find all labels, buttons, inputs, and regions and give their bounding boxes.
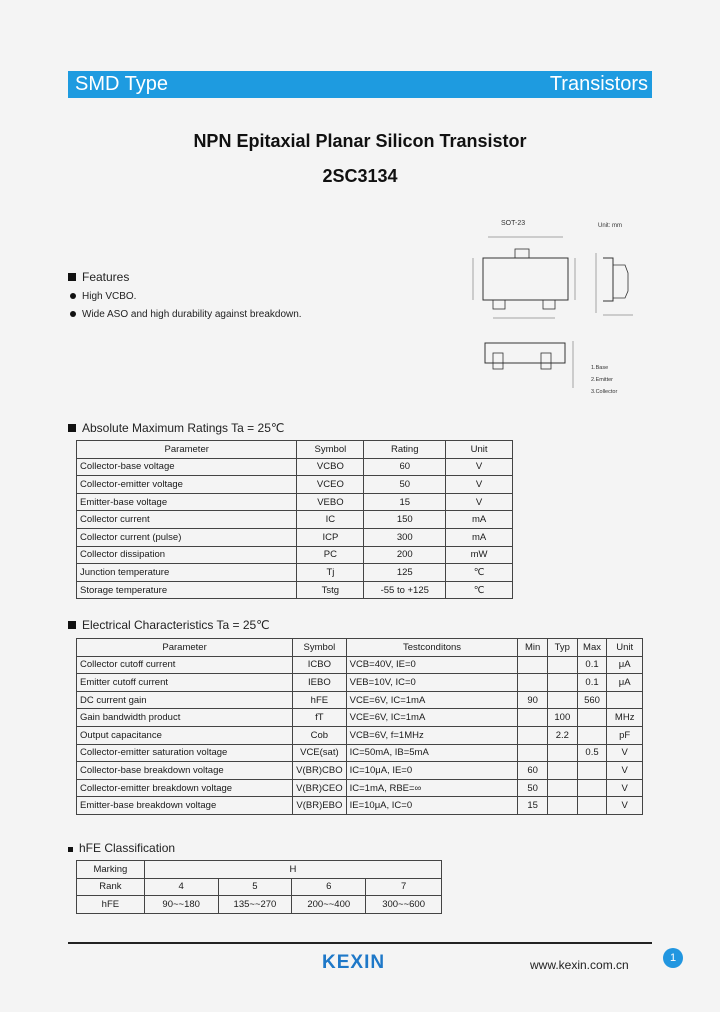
- table-cell: hFE: [293, 691, 346, 709]
- table-cell: mW: [446, 546, 513, 564]
- table-cell: [518, 674, 548, 692]
- table-cell: [577, 779, 607, 797]
- table-cell: 125: [364, 564, 446, 582]
- table-cell: 0.5: [577, 744, 607, 762]
- col-header: Symbol: [297, 441, 364, 459]
- table-row: [77, 779, 643, 797]
- table-cell: [518, 656, 548, 674]
- table-cell: [518, 726, 548, 744]
- table-cell: V: [446, 458, 513, 476]
- table-cell: [577, 762, 607, 780]
- electrical-heading: Electrical Characteristics Ta = 25℃: [68, 618, 270, 632]
- table-cell: 50: [518, 779, 548, 797]
- table-cell: IC=1mA, RBE=∞: [346, 779, 518, 797]
- table-cell: VCE=6V, IC=1mA: [346, 709, 518, 727]
- col-header: Parameter: [77, 639, 293, 657]
- table-cell: IE=10μA, IC=0: [346, 797, 518, 815]
- table-cell: V(BR)CBO: [293, 762, 346, 780]
- table-cell: ICP: [297, 528, 364, 546]
- feature-item: Wide ASO and high durability against breakdown.: [70, 309, 302, 320]
- table-cell: Collector-base voltage: [77, 458, 297, 476]
- table-cell: Emitter cutoff current: [77, 674, 293, 692]
- table-cell: Tstg: [297, 581, 364, 599]
- square-bullet-icon: [68, 273, 76, 281]
- marking-label: Marking: [77, 861, 145, 879]
- table-cell: 60: [364, 458, 446, 476]
- table-cell: IC=10μA, IE=0: [346, 762, 518, 780]
- table-cell: [547, 674, 577, 692]
- table-cell: [547, 656, 577, 674]
- table-cell: [607, 691, 643, 709]
- table-cell: Emitter-base breakdown voltage: [77, 797, 293, 815]
- table-cell: mA: [446, 528, 513, 546]
- table-cell: [518, 709, 548, 727]
- pin-label-1: 1.Base: [591, 365, 609, 371]
- hfe-range-cell: 135~~270: [218, 896, 292, 914]
- hfe-range-cell: 300~~600: [366, 896, 442, 914]
- table-cell: 0.1: [577, 674, 607, 692]
- table-cell: Collector-emitter breakdown voltage: [77, 779, 293, 797]
- table-cell: 50: [364, 476, 446, 494]
- header-category: SMD Type: [75, 73, 168, 95]
- table-cell: VCE(sat): [293, 744, 346, 762]
- table-cell: Collector-emitter saturation voltage: [77, 744, 293, 762]
- table-cell: [547, 762, 577, 780]
- table-cell: 2.2: [547, 726, 577, 744]
- table-cell: [547, 779, 577, 797]
- rank-cell: 6: [292, 878, 366, 896]
- table-cell: mA: [446, 511, 513, 529]
- table-cell: Storage temperature: [77, 581, 297, 599]
- table-cell: V(BR)CEO: [293, 779, 346, 797]
- table-cell: 15: [364, 493, 446, 511]
- kexin-logo: KEXIN: [322, 952, 386, 973]
- table-cell: 300: [364, 528, 446, 546]
- table-cell: [547, 744, 577, 762]
- table-cell: PC: [297, 546, 364, 564]
- table-cell: Collector cutoff current: [77, 656, 293, 674]
- table-cell: IEBO: [293, 674, 346, 692]
- table-cell: 90: [518, 691, 548, 709]
- table-row: [77, 797, 643, 815]
- table-cell: 60: [518, 762, 548, 780]
- col-header: Parameter: [77, 441, 297, 459]
- square-bullet-icon: [68, 847, 73, 852]
- table-cell: 200: [364, 546, 446, 564]
- rank-cell: 5: [218, 878, 292, 896]
- table-cell: V: [446, 476, 513, 494]
- table-cell: VEB=10V, IC=0: [346, 674, 518, 692]
- hfe-range-cell: 200~~400: [292, 896, 366, 914]
- table-cell: Emitter-base voltage: [77, 493, 297, 511]
- table-cell: V: [607, 762, 643, 780]
- table-row: [77, 458, 513, 476]
- footer-divider: [68, 942, 652, 944]
- table-cell: V: [607, 779, 643, 797]
- table-cell: μA: [607, 656, 643, 674]
- col-header: Unit: [607, 639, 643, 657]
- table-cell: V: [446, 493, 513, 511]
- table-cell: Collector-emitter voltage: [77, 476, 297, 494]
- table-cell: 100: [547, 709, 577, 727]
- table-row: [77, 762, 643, 780]
- table-cell: [577, 797, 607, 815]
- table-cell: IC=50mA, IB=5mA: [346, 744, 518, 762]
- rank-label: Rank: [77, 878, 145, 896]
- hfe-range-cell: 90~~180: [144, 896, 218, 914]
- table-cell: Cob: [293, 726, 346, 744]
- table-cell: 0.1: [577, 656, 607, 674]
- table-row: [77, 656, 643, 674]
- table-cell: -55 to +125: [364, 581, 446, 599]
- col-header: Symbol: [293, 639, 346, 657]
- table-cell: [577, 709, 607, 727]
- table-cell: VCE=6V, IC=1mA: [346, 691, 518, 709]
- marking-value: H: [144, 861, 441, 879]
- table-cell: Tj: [297, 564, 364, 582]
- header-product-type: Transistors: [549, 73, 648, 95]
- table-row: [77, 493, 513, 511]
- table-cell: ℃: [446, 564, 513, 582]
- dot-bullet-icon: [70, 311, 76, 317]
- table-cell: Collector-base breakdown voltage: [77, 762, 293, 780]
- table-cell: pF: [607, 726, 643, 744]
- table-row: [77, 691, 643, 709]
- page-title: NPN Epitaxial Planar Silicon Transistor: [193, 131, 527, 151]
- table-cell: Junction temperature: [77, 564, 297, 582]
- square-bullet-icon: [68, 424, 76, 432]
- table-row: [77, 709, 643, 727]
- table-cell: 560: [577, 691, 607, 709]
- table-row: [77, 674, 643, 692]
- rank-cell: 4: [144, 878, 218, 896]
- table-row: [77, 581, 513, 599]
- header-bar: [68, 71, 652, 98]
- table-cell: MHz: [607, 709, 643, 727]
- package-unit-label: Unit: mm: [598, 223, 622, 229]
- col-header: Typ: [547, 639, 577, 657]
- table-cell: IC: [297, 511, 364, 529]
- table-cell: 150: [364, 511, 446, 529]
- features-heading: Features: [68, 270, 129, 284]
- table-cell: [547, 691, 577, 709]
- pin-label-3: 3.Collector: [591, 389, 618, 395]
- page-number: 1: [663, 948, 683, 968]
- table-cell: Collector current (pulse): [77, 528, 297, 546]
- table-row: [77, 564, 513, 582]
- table-cell: [547, 797, 577, 815]
- table-cell: DC current gain: [77, 691, 293, 709]
- table-row: [77, 744, 643, 762]
- table-cell: Collector dissipation: [77, 546, 297, 564]
- table-cell: V: [607, 797, 643, 815]
- dot-bullet-icon: [70, 293, 76, 299]
- table-row: [77, 476, 513, 494]
- part-number: 2SC3134: [322, 166, 398, 186]
- feature-item: High VCBO.: [70, 291, 136, 302]
- table-cell: ICBO: [293, 656, 346, 674]
- col-header: Rating: [364, 441, 446, 459]
- hfe-heading: hFE Classification: [68, 841, 175, 855]
- table-cell: V(BR)EBO: [293, 797, 346, 815]
- rank-cell: 7: [366, 878, 442, 896]
- table-cell: Output capacitance: [77, 726, 293, 744]
- hfe-table: [76, 860, 442, 914]
- table-cell: ℃: [446, 581, 513, 599]
- table-row: [77, 546, 513, 564]
- table-cell: [577, 726, 607, 744]
- hfe-label: hFE: [77, 896, 145, 914]
- square-bullet-icon: [68, 621, 76, 629]
- col-header: Unit: [446, 441, 513, 459]
- package-outline-drawing: [463, 213, 663, 408]
- table-row: [77, 726, 643, 744]
- table-cell: VCB=40V, IE=0: [346, 656, 518, 674]
- table-cell: [518, 744, 548, 762]
- abs-max-heading: Absolute Maximum Ratings Ta = 25℃: [68, 421, 284, 435]
- col-header: Testconditons: [346, 639, 518, 657]
- table-cell: μA: [607, 674, 643, 692]
- table-cell: VCBO: [297, 458, 364, 476]
- table-cell: fT: [293, 709, 346, 727]
- electrical-table: [76, 638, 643, 815]
- footer-url[interactable]: www.kexin.com.cn: [530, 958, 629, 972]
- package-name: SOT-23: [501, 220, 526, 227]
- table-row: [77, 528, 513, 546]
- table-cell: Gain bandwidth product: [77, 709, 293, 727]
- pin-label-2: 2.Emitter: [591, 377, 614, 383]
- table-cell: Collector current: [77, 511, 297, 529]
- table-cell: V: [607, 744, 643, 762]
- col-header: Max: [577, 639, 607, 657]
- table-cell: VCEO: [297, 476, 364, 494]
- abs-max-table: [76, 440, 513, 599]
- table-cell: VEBO: [297, 493, 364, 511]
- table-cell: VCB=6V, f=1MHz: [346, 726, 518, 744]
- table-cell: 15: [518, 797, 548, 815]
- col-header: Min: [518, 639, 548, 657]
- table-row: [77, 511, 513, 529]
